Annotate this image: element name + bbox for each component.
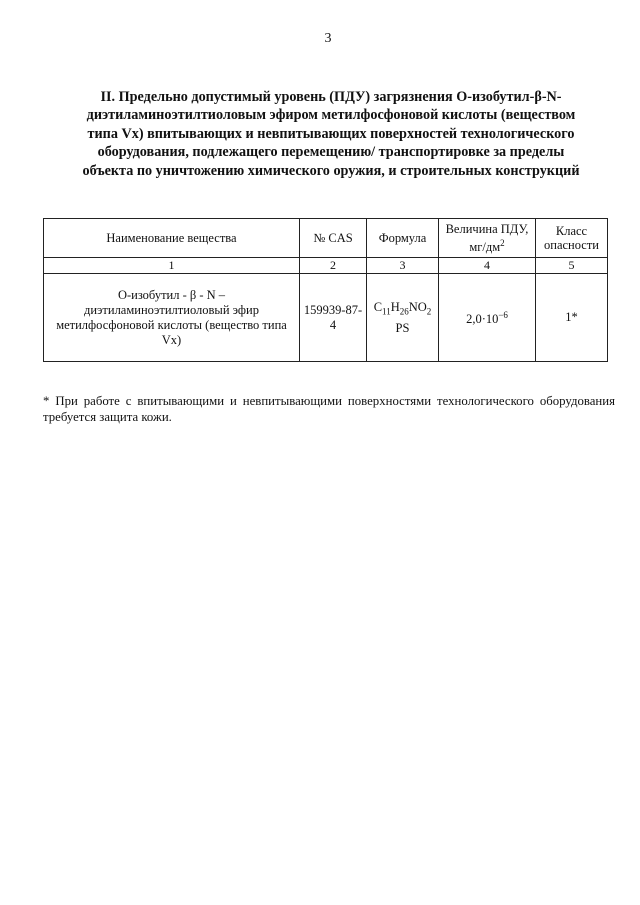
column-number-row	[44, 258, 608, 274]
column-number: 2	[300, 258, 367, 274]
header-formula: Формула	[367, 219, 439, 258]
pdu-exponent: −6	[498, 309, 508, 320]
header-hazard-class: Класс опасности	[536, 219, 608, 258]
header-pdu-superscript: 2	[500, 237, 505, 248]
formula-o: O	[417, 300, 427, 315]
column-number: 1	[44, 258, 300, 274]
header-cas: № CAS	[300, 219, 367, 258]
formula-n: N	[408, 300, 418, 315]
substance-name: О-изобутил - β - N – диэтиламиноэтилтиоловый эфир метилфосфоновой кислоты (вещество типа Vx)	[44, 274, 300, 362]
substances-table	[43, 218, 608, 362]
column-number: 5	[536, 258, 608, 274]
formula-c: C	[373, 300, 383, 315]
formula-h-sub: 26	[399, 306, 409, 317]
substance-pdu-value	[439, 274, 536, 362]
column-number: 4	[439, 258, 536, 274]
table-header-row	[44, 219, 608, 258]
table-row	[44, 274, 608, 362]
footnote: * При работе с впитывающими и невпитывающими поверхностями технологического оборудования требуется защита кожи.	[43, 394, 615, 424]
formula-h: H	[390, 300, 400, 315]
pdu-base: 2,0·10	[466, 312, 499, 327]
header-pdu-text: Величина ПДУ, мг/дм	[445, 221, 529, 255]
formula-c-sub: 11	[382, 306, 391, 317]
section-title: II. Предельно допустимый уровень (ПДУ) загрязнения О-изобутил-β-N-диэтиламиноэтилтиоловым эфиром метилфосфоновой кислоты (веществом типа Vx) впитывающих и невпитывающих поверхностей технологического оборудования, подлежащего перемещению/ транспортировке за пределы объекта по уничтожению химического оружия, и строительных конструкций	[82, 89, 580, 179]
page-number: 3	[324, 31, 332, 46]
formula-rest: PS	[395, 320, 410, 335]
substance-formula	[367, 274, 439, 362]
formula-o-sub: 2	[426, 306, 432, 317]
header-name: Наименование вещества	[44, 219, 300, 258]
column-number: 3	[367, 258, 439, 274]
substance-hazard-class: 1*	[536, 274, 608, 362]
header-pdu	[439, 219, 536, 258]
substance-cas: 159939-87-4	[300, 274, 367, 362]
